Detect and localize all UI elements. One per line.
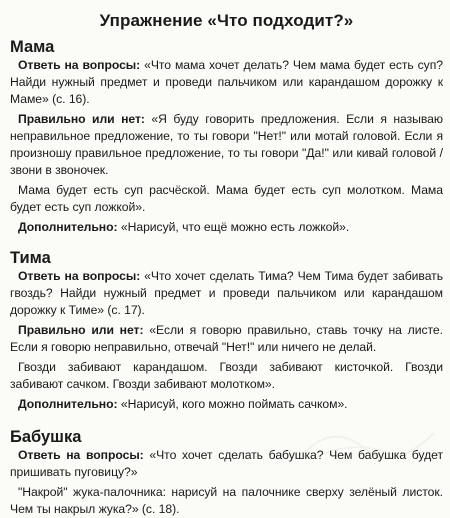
section-heading-tima: Тима — [10, 249, 51, 267]
paragraph-text: «Что хочет сделать бабушка? Чем бабушка будет пришивать пуговицу?» — [10, 448, 443, 479]
paragraph — [10, 484, 443, 518]
paragraph-lead: Дополнительно: — [18, 220, 118, 234]
paragraph — [10, 359, 443, 393]
paragraph-lead: Правильно или нет: — [18, 323, 144, 337]
paragraph-text: «Нарисуй, что ещё можно есть ложкой». — [117, 220, 350, 234]
paragraph-lead: Правильно или нет: — [18, 112, 145, 126]
page-title: Упражнение «Что подходит?» — [99, 11, 354, 30]
section-heading-babushka: Бабушка — [10, 428, 82, 446]
paragraph — [10, 268, 443, 319]
faint-illustration-decoration — [294, 403, 444, 463]
paragraph-text: Гвозди забивают карандашом. Гвозди забивают кисточкой. Гвозди забивают сачком. Гвозди забивают молотком». — [10, 360, 443, 391]
paragraph-text: "Накрой" жука-палочника: нарисуй на палочнике сверху зелёный листок. Чем ты накрыл жука?» (с. 18). — [10, 485, 443, 516]
paragraph-text: Мама будет есть суп расчёской. Мама будет есть суп молотком. Мама будет есть суп ложкой». — [10, 183, 443, 214]
paragraph — [10, 322, 443, 356]
paragraph-lead: Ответь на вопросы: — [18, 269, 141, 283]
paragraph-lead: Ответь на вопросы: — [18, 58, 141, 72]
paragraph-text: «Я буду говорить предложения. Если я называю неправильное предложение, то ты говори "Нет!" или мотай головой. Если я произношу правильное предложение, то ты говори "Да!" или кивай головой / звони в звоночек. — [10, 112, 443, 177]
paragraph-lead: Дополнительно: — [18, 397, 118, 411]
paragraph-lead: Ответь на вопросы: — [18, 448, 144, 462]
paragraph — [10, 219, 443, 236]
paragraph — [10, 111, 443, 179]
paragraph-text: «Что мама хочет делать? Чем мама будет есть суп? Найди нужный предмет и проведи пальчиком или карандашом дорожку к Маме» (с. 16). — [10, 58, 443, 106]
section-heading-mama: Мама — [10, 38, 55, 56]
paragraph — [10, 57, 443, 108]
paragraph-text: «Что хочет сделать Тима? Чем Тима будет забивать гвоздь? Найди нужный предмет и проведи пальчиком или карандашом дорожку к Тиме» (с. 17). — [10, 269, 444, 317]
paragraph — [10, 182, 443, 216]
paragraph-text: «Нарисуй, кого можно поймать сачком». — [117, 397, 348, 411]
paragraph-text: «Если я говорю правильно, ставь точку на листе. Если я говорю неправильно, отвечай "Нет!" или ничего не делай. — [10, 323, 443, 354]
